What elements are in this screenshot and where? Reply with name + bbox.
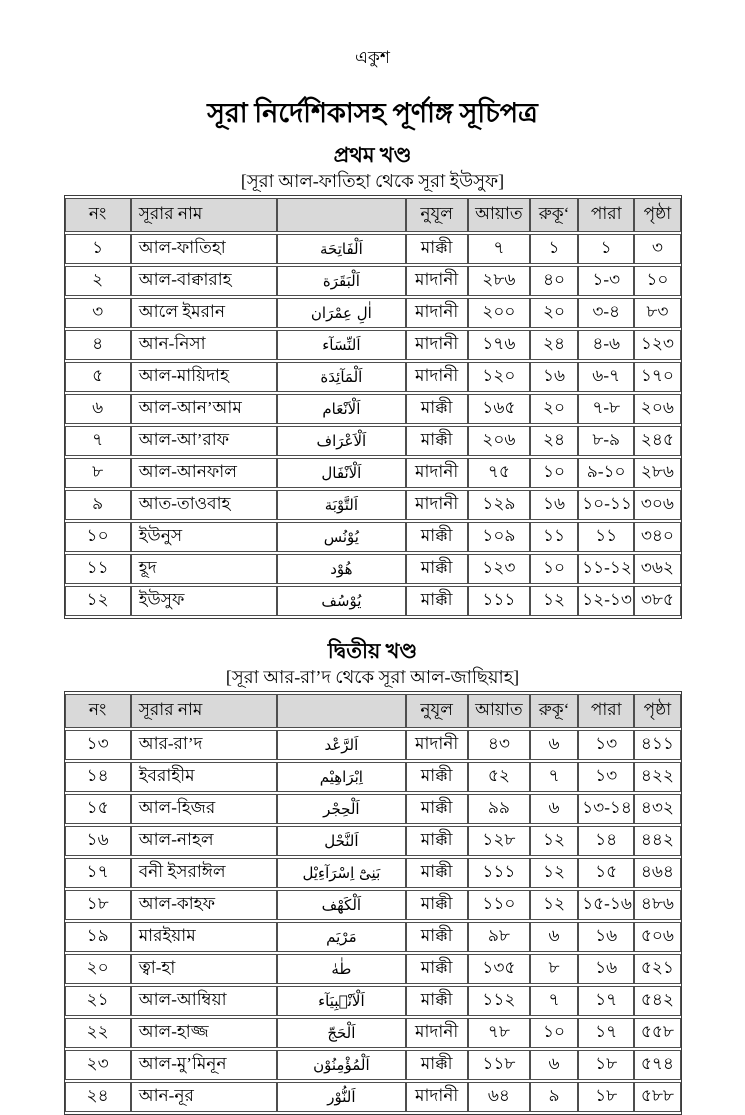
cell-ruku: ৭ xyxy=(530,986,578,1016)
cell-ayat: ১১১ xyxy=(468,586,530,616)
cell-ruku: ১২ xyxy=(530,890,578,920)
cell-page: ২৪৫ xyxy=(634,426,680,456)
col-header-surah-name: সূরার নাম xyxy=(131,694,277,728)
cell-arabic-name: اَلْحِجْر xyxy=(277,794,405,824)
cell-ruku: ৬ xyxy=(530,730,578,760)
cell-surah-name: আল-হিজর xyxy=(131,794,277,824)
cell-revelation: মাদানী xyxy=(406,266,468,296)
cell-serial: ১১ xyxy=(65,554,131,584)
col-header-page: পৃষ্ঠা xyxy=(634,694,680,728)
cell-serial: ১৮ xyxy=(65,890,131,920)
cell-revelation: মাক্কী xyxy=(406,986,468,1016)
cell-ayat: ১৭৬ xyxy=(468,330,530,360)
cell-ayat: ৬৪ xyxy=(468,1082,530,1112)
cell-para: ১১ xyxy=(578,522,634,552)
cell-ayat: ১২৯ xyxy=(468,490,530,520)
cell-ruku: ১২ xyxy=(530,858,578,888)
cell-ruku: ৯ xyxy=(530,1082,578,1112)
cell-arabic-name: هُوْد xyxy=(277,554,405,584)
cell-ruku: ২০ xyxy=(530,298,578,328)
cell-surah-name: মারইয়াম xyxy=(131,922,277,952)
table-row xyxy=(65,586,681,616)
cell-revelation: মাক্কী xyxy=(406,394,468,424)
cell-para: ৯-১০ xyxy=(578,458,634,488)
cell-revelation: মাক্কী xyxy=(406,554,468,584)
table-row xyxy=(65,922,681,952)
col-header-serial: নং xyxy=(65,694,131,728)
cell-page: ৪১১ xyxy=(634,730,680,760)
cell-ayat: ১২৮ xyxy=(468,826,530,856)
cell-page: ১০ xyxy=(634,266,680,296)
cell-arabic-name: طٰهٰ xyxy=(277,954,405,984)
cell-serial: ৯ xyxy=(65,490,131,520)
cell-page: ৩০৬ xyxy=(634,490,680,520)
volume-2-section xyxy=(0,637,745,1115)
cell-surah-name: আন-নিসা xyxy=(131,330,277,360)
cell-para: ১ xyxy=(578,234,634,264)
cell-surah-name: আল-হাজ্জ xyxy=(131,1018,277,1048)
cell-para: ১৪ xyxy=(578,826,634,856)
cell-serial: ২৩ xyxy=(65,1050,131,1080)
cell-revelation: মাক্কী xyxy=(406,858,468,888)
cell-arabic-name: اَلْاَنْفَال xyxy=(277,458,405,488)
cell-serial: ২৪ xyxy=(65,1082,131,1112)
col-header-ruku: রুকূ‘ xyxy=(530,694,578,728)
cell-arabic-name: اَلْمُؤْمِنُوْن xyxy=(277,1050,405,1080)
cell-para: ১৮ xyxy=(578,1050,634,1080)
cell-surah-name: আন-নূর xyxy=(131,1082,277,1112)
cell-ayat: ৫২ xyxy=(468,762,530,792)
cell-para: ১৩ xyxy=(578,730,634,760)
cell-para: ১-৩ xyxy=(578,266,634,296)
cell-ruku: ৬ xyxy=(530,1050,578,1080)
cell-surah-name: আল-বাক্বারাহ xyxy=(131,266,277,296)
cell-arabic-name: اَلْبَقَرَة xyxy=(277,266,405,296)
cell-ruku: ৬ xyxy=(530,922,578,952)
cell-para: ৪-৬ xyxy=(578,330,634,360)
cell-revelation: মাদানী xyxy=(406,1082,468,1112)
table-row xyxy=(65,1018,681,1048)
table-row xyxy=(65,858,681,888)
volume-1-heading: প্রথম খণ্ড xyxy=(333,143,412,167)
cell-arabic-name: اَلْكَهْف xyxy=(277,890,405,920)
cell-surah-name: আল-কাহফ xyxy=(131,890,277,920)
table-row xyxy=(65,762,681,792)
cell-ruku: ৬ xyxy=(530,794,578,824)
cell-arabic-name: اَلتَّوْبَة xyxy=(277,490,405,520)
cell-surah-name: বনী ইসরাঈল xyxy=(131,858,277,888)
cell-ayat: ৯৯ xyxy=(468,794,530,824)
cell-para: ৮-৯ xyxy=(578,426,634,456)
surah-table-volume-1 xyxy=(64,195,682,619)
cell-revelation: মাক্কী xyxy=(406,426,468,456)
cell-surah-name: আল-নাহল xyxy=(131,826,277,856)
cell-serial: ৫ xyxy=(65,362,131,392)
cell-serial: ৭ xyxy=(65,426,131,456)
cell-surah-name: আর-রা’দ xyxy=(131,730,277,760)
cell-ayat: ১৩৫ xyxy=(468,954,530,984)
cell-arabic-name: اَلْفَاتِحَة xyxy=(277,234,405,264)
cell-surah-name: আল-ফাতিহা xyxy=(131,234,277,264)
cell-revelation: মাক্কী xyxy=(406,826,468,856)
cell-ruku: ১০ xyxy=(530,554,578,584)
table-row xyxy=(65,794,681,824)
cell-arabic-name: مَرْيَم xyxy=(277,922,405,952)
cell-arabic-name: اَلرَّعْد xyxy=(277,730,405,760)
cell-revelation: মাক্কী xyxy=(406,762,468,792)
cell-page: ৪৮৬ xyxy=(634,890,680,920)
cell-surah-name: আল-আম্বিয়া xyxy=(131,986,277,1016)
cell-surah-name: আত-তাওবাহ xyxy=(131,490,277,520)
cell-ruku: ৪০ xyxy=(530,266,578,296)
cell-revelation: মাক্কী xyxy=(406,522,468,552)
cell-arabic-name: اَلنُّوْر xyxy=(277,1082,405,1112)
table-row xyxy=(65,1082,681,1112)
cell-revelation: মাদানী xyxy=(406,1018,468,1048)
cell-revelation: মাক্কী xyxy=(406,1050,468,1080)
cell-revelation: মাদানী xyxy=(406,490,468,520)
cell-ayat: ২৮৬ xyxy=(468,266,530,296)
table-row xyxy=(65,826,681,856)
cell-ruku: ১২ xyxy=(530,586,578,616)
table-row xyxy=(65,730,681,760)
cell-ayat: ২০৬ xyxy=(468,426,530,456)
cell-surah-name: ইবরাহীম xyxy=(131,762,277,792)
cell-serial: ২২ xyxy=(65,1018,131,1048)
cell-arabic-name: بَنِىْٓ اِسْرَآءِيْل xyxy=(277,858,405,888)
col-header-surah-name: সূরার নাম xyxy=(131,198,277,232)
table-row xyxy=(65,266,681,296)
cell-para: ১৬ xyxy=(578,954,634,984)
cell-para: ১৮ xyxy=(578,1082,634,1112)
cell-arabic-name: اَلْاَنْۢبِيَآء xyxy=(277,986,405,1016)
cell-page: ৪২২ xyxy=(634,762,680,792)
col-header-arabic-name xyxy=(277,694,405,728)
col-header-page: পৃষ্ঠা xyxy=(634,198,680,232)
volume-2-range: [সূরা আর-রা’দ থেকে সূরা আল-জাছিয়াহ] xyxy=(225,667,520,687)
cell-ayat: ৭৫ xyxy=(468,458,530,488)
col-header-serial: নং xyxy=(65,198,131,232)
cell-page: ৩৪০ xyxy=(634,522,680,552)
cell-ruku: ১০ xyxy=(530,1018,578,1048)
cell-surah-name: আল-মু’মিনূন xyxy=(131,1050,277,1080)
cell-serial: ১৯ xyxy=(65,922,131,952)
cell-serial: ১৪ xyxy=(65,762,131,792)
table-row xyxy=(65,954,681,984)
cell-surah-name: আলে ইমরান xyxy=(131,298,277,328)
cell-serial: ১৩ xyxy=(65,730,131,760)
col-header-ayat: আয়াত xyxy=(468,694,530,728)
cell-para: ১৩ xyxy=(578,762,634,792)
cell-serial: ৪ xyxy=(65,330,131,360)
table-row xyxy=(65,554,681,584)
cell-surah-name: আল-আন’আম xyxy=(131,394,277,424)
cell-surah-name: আল-আনফাল xyxy=(131,458,277,488)
cell-ayat: ১১০ xyxy=(468,890,530,920)
cell-arabic-name: يُوْنُس xyxy=(277,522,405,552)
cell-ruku: ২০ xyxy=(530,394,578,424)
cell-revelation: মাদানী xyxy=(406,362,468,392)
cell-page: ৮৩ xyxy=(634,298,680,328)
cell-page: ২৮৬ xyxy=(634,458,680,488)
cell-page: ৩৮৫ xyxy=(634,586,680,616)
cell-para: ১৬ xyxy=(578,922,634,952)
cell-revelation: মাদানী xyxy=(406,458,468,488)
table-header-row xyxy=(65,694,681,728)
cell-ruku: ২৪ xyxy=(530,426,578,456)
cell-para: ১২-১৩ xyxy=(578,586,634,616)
table-row xyxy=(65,490,681,520)
cell-serial: ১৫ xyxy=(65,794,131,824)
cell-para: ১৭ xyxy=(578,1018,634,1048)
cell-serial: ৬ xyxy=(65,394,131,424)
table-row xyxy=(65,890,681,920)
cell-para: ১১-১২ xyxy=(578,554,634,584)
col-header-arabic-name xyxy=(277,198,405,232)
cell-ruku: ১৬ xyxy=(530,362,578,392)
cell-serial: ১ xyxy=(65,234,131,264)
cell-page: ৫৫৮ xyxy=(634,1018,680,1048)
cell-para: ১০-১১ xyxy=(578,490,634,520)
col-header-ruku: রুকূ‘ xyxy=(530,198,578,232)
cell-serial: ২১ xyxy=(65,986,131,1016)
cell-arabic-name: اٰلِ عِمْرَان xyxy=(277,298,405,328)
cell-revelation: মাক্কী xyxy=(406,794,468,824)
cell-para: ৭-৮ xyxy=(578,394,634,424)
surah-rows-volume-1 xyxy=(65,234,681,616)
cell-surah-name: হূদ xyxy=(131,554,277,584)
cell-revelation: মাদানী xyxy=(406,330,468,360)
page-number-label: একুশ xyxy=(355,48,390,67)
cell-revelation: মাক্কী xyxy=(406,890,468,920)
table-row xyxy=(65,330,681,360)
cell-ayat: ৪৩ xyxy=(468,730,530,760)
table-header-row xyxy=(65,198,681,232)
cell-ruku: ২৪ xyxy=(530,330,578,360)
cell-page: ৫৭৪ xyxy=(634,1050,680,1080)
cell-ruku: ৭ xyxy=(530,762,578,792)
cell-para: ৬-৭ xyxy=(578,362,634,392)
cell-ayat: ৭ xyxy=(468,234,530,264)
cell-ayat: ১১৮ xyxy=(468,1050,530,1080)
table-row xyxy=(65,458,681,488)
cell-ruku: ১৬ xyxy=(530,490,578,520)
cell-surah-name: ইউসুফ xyxy=(131,586,277,616)
cell-ruku: ১২ xyxy=(530,826,578,856)
cell-ayat: ৯৮ xyxy=(468,922,530,952)
table-row xyxy=(65,394,681,424)
cell-revelation: মাক্কী xyxy=(406,954,468,984)
cell-ayat: ১২৩ xyxy=(468,554,530,584)
table-row xyxy=(65,522,681,552)
cell-para: ৩-৪ xyxy=(578,298,634,328)
cell-page: ৫০৬ xyxy=(634,922,680,952)
table-row xyxy=(65,1050,681,1080)
cell-ayat: ১১২ xyxy=(468,986,530,1016)
cell-serial: ৩ xyxy=(65,298,131,328)
cell-arabic-name: اَلنَّحْل xyxy=(277,826,405,856)
cell-para: ১৫ xyxy=(578,858,634,888)
cell-page: ৩ xyxy=(634,234,680,264)
cell-page: ৫৪২ xyxy=(634,986,680,1016)
col-header-para: পারা xyxy=(578,694,634,728)
cell-ruku: ১ xyxy=(530,234,578,264)
col-header-revelation: নুযূল xyxy=(406,198,468,232)
table-row xyxy=(65,362,681,392)
cell-revelation: মাক্কী xyxy=(406,922,468,952)
cell-serial: ৮ xyxy=(65,458,131,488)
cell-serial: ১৭ xyxy=(65,858,131,888)
cell-ayat: ২০০ xyxy=(468,298,530,328)
cell-page: ৩৬২ xyxy=(634,554,680,584)
cell-ayat: ১১১ xyxy=(468,858,530,888)
cell-ruku: ১১ xyxy=(530,522,578,552)
volume-1-range: [সূরা আল-ফাতিহা থেকে সূরা ইউসুফ] xyxy=(240,171,505,191)
document-title: সূরা নির্দেশিকাসহ পূর্ণাঙ্গ সূচিপত্র xyxy=(207,98,538,128)
cell-page: ১২৩ xyxy=(634,330,680,360)
cell-ayat: ১৬৫ xyxy=(468,394,530,424)
col-header-ayat: আয়াত xyxy=(468,198,530,232)
cell-serial: ১০ xyxy=(65,522,131,552)
surah-rows-volume-2 xyxy=(65,730,681,1112)
cell-revelation: মাক্কী xyxy=(406,586,468,616)
cell-page: ১৭০ xyxy=(634,362,680,392)
volume-2-heading: দ্বিতীয় খণ্ড xyxy=(327,639,418,663)
cell-arabic-name: اَلْاَعْرَاف xyxy=(277,426,405,456)
cell-serial: ২ xyxy=(65,266,131,296)
cell-arabic-name: يُوْسُف xyxy=(277,586,405,616)
cell-page: ৫৮৮ xyxy=(634,1082,680,1112)
cell-page: ৪৪২ xyxy=(634,826,680,856)
cell-surah-name: ত্বা-হা xyxy=(131,954,277,984)
cell-arabic-name: اَلْحَجّ xyxy=(277,1018,405,1048)
cell-page: ৪৬৪ xyxy=(634,858,680,888)
col-header-revelation: নুযূল xyxy=(406,694,468,728)
cell-para: ১৩-১৪ xyxy=(578,794,634,824)
cell-ayat: ১০৯ xyxy=(468,522,530,552)
col-header-para: পারা xyxy=(578,198,634,232)
cell-serial: ১৬ xyxy=(65,826,131,856)
cell-arabic-name: اَلْاَنْعَام xyxy=(277,394,405,424)
cell-ruku: ১০ xyxy=(530,458,578,488)
surah-table-volume-2 xyxy=(64,691,682,1115)
volume-1-section xyxy=(0,141,745,619)
cell-arabic-name: اِبْرَاهِيْم xyxy=(277,762,405,792)
cell-surah-name: ইউনুস xyxy=(131,522,277,552)
cell-arabic-name: اَلنِّسَآء xyxy=(277,330,405,360)
cell-para: ১৫-১৬ xyxy=(578,890,634,920)
cell-revelation: মাদানী xyxy=(406,730,468,760)
cell-revelation: মাক্কী xyxy=(406,234,468,264)
cell-ayat: ৭৮ xyxy=(468,1018,530,1048)
cell-surah-name: আল-আ’রাফ xyxy=(131,426,277,456)
cell-page: ৪৩২ xyxy=(634,794,680,824)
cell-revelation: মাদানী xyxy=(406,298,468,328)
cell-page: ২০৬ xyxy=(634,394,680,424)
table-row xyxy=(65,986,681,1016)
table-row xyxy=(65,298,681,328)
table-row xyxy=(65,426,681,456)
table-row xyxy=(65,234,681,264)
cell-arabic-name: اَلْمَآئِدَة xyxy=(277,362,405,392)
cell-ayat: ১২০ xyxy=(468,362,530,392)
cell-ruku: ৮ xyxy=(530,954,578,984)
cell-surah-name: আল-মায়িদাহ xyxy=(131,362,277,392)
cell-serial: ২০ xyxy=(65,954,131,984)
cell-page: ৫২১ xyxy=(634,954,680,984)
cell-serial: ১২ xyxy=(65,586,131,616)
cell-para: ১৭ xyxy=(578,986,634,1016)
